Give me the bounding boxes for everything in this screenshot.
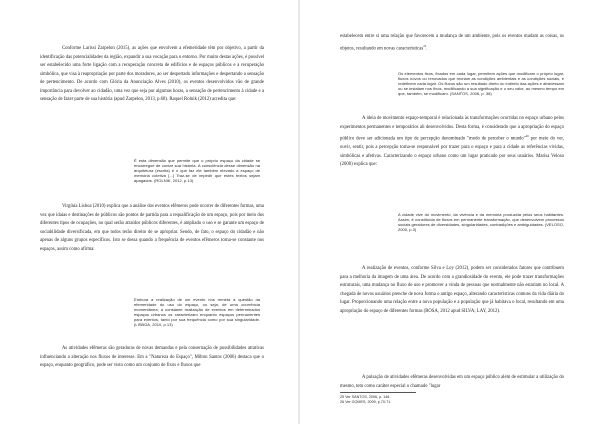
paragraph-text: por meio do ver, ouvir, sentir, pois a percepção torna-se responsável por trazer para o espaço e para a cidade as referências vividas, simbólicas e afetivas. Caracterizando o espaço urbano como um lugar praticado por seus usuários. Marisa Veloso (2000) explica que: [340,136,564,168]
body-paragraph: Conforme Larissi Zarpelon (2015), as ações que envolvem a efemeridade têm por objetivo, a partir da identificação das potencialidades da região, expandir a sua vocação para o entorno. Por muito destas ações, é possível ser estabelecido uma forte ligação com a recuperação concreta de edifícios e de espaços públicos e a recuperação simbólica, que visa à reapropriação por parte dos moradores, ao ser despertado informações e despertando a sensação de pertencimento. De acordo com Glória da Anunciação Alves (2010), os eventos desenvolvidos vão de grande importância para devolver ao cidadão, uma vez que seja por algumas horas, a sensação de pertencimento à cidade e a sensação de fazer parte de sua história (apud Zarpelon, 2013, p.68). Raquel Rolnik (2012) acredita que: [40,46,264,103]
body-paragraph: estabelecem entre si uma relação que favorecem a mudança de um ambiente, pois os eventos mudam as coisas, os objetos, resultando em novas características$^{25}$. [340,34,564,52]
footnote-rule [340,392,416,393]
right-page [300,0,600,424]
body-paragraph [340,115,564,170]
body-paragraph: A pulsação de atividades efêmeras desenvolvidas em um espaço público além de estimular a utilização do mesmo, tem como caráter especial o chamado "lugar [340,375,564,389]
body-paragraph: As atividades efêmeras são geradoras de novas demandas e pela consernação de possibilidades atrativas influenciando a alteração nos fluxos de interesse. Em a "Natureza do Espaço", Milton Santos (2006) destaca que o espaço, enquanto geográfico, pode ser visto como um conjunto de fixos e fluxos que [40,346,264,369]
block-quote: A cidade vive do movimento, da vivência e da memória produzida pelos seus habitantes. Assim, é constituída de fluxos em permanente transformação, que desenvolvem processos sociais geradores de diversidades, singularidades, contradições e ambiguidades. (VELOSO, 2000, p.3) [398,212,564,233]
block-quote: É esta dimensão que permite que o próprio espaço da cidade se encarregue de contar sua história. A consciência desse dimensão na arquitetura (escrita) é o que faz ele também elevado a espaço de memória coletiva [...] Traz-se de impedir que estes textos sejam apagados. (ROLNIK, 2012, p.13) [134,158,260,184]
body-paragraph: A realização de eventos, conforme Silva e Loy (2012), podem ser considerados fatores que contribuem para a melhoria da imagem de uma área. De acordo com a grandiosidade do evento, ele pode trazer transformações estruturais, uma mudança no fluxo de uso e promover a vinda de pessoas que normalmente não estariam no local. A chegada de novos usuários prenche de nova forma o antigo espaço, alterando características comuns da vida diária do lugar. Proporcionando uma relação entre a nova população e a população que já habitava o local, resultando em uma apropriação do espaço de diferentes formas (ROSA, 2012 apud SILVA; LAY, 2012). [340,266,564,314]
body-paragraph: Virgínia Lisboa (2010) explica que a análise dos eventos efêmeros pode ocorrer de diferentes formas, uma vez que idaias e destinações de públicos são pontos de partida para a requalificação de um espaço, pois por meio dos diferentes tipos de ocupações, no qual serão atraídos públicos diferentes, é ampliado o uso e se garante um espaço de sociabilidade diversificada, em que todos terão direito de se apropriar. Sendo, de fato, o espaço do cidadão e não apenas de alguns grupos específicos. Isto se dessa quando a frequência de eventos efêmeros torna-se constante nos espaços, assim como afirma: [40,204,264,252]
footnote-ref: 25 [423,43,427,48]
footnote: 26 Ver GOMES, 2009, p.70-71. [340,400,392,405]
block-quote: Embora a realização de um evento nos remeta à questão da efemeridade do uso do espaço, ou seja, de uma ocorrência momentânea, a constante realização de eventos em determinados espaços urbanos os caracterizam enquanto espaços permanentes para eventos, tanto por sua frequência como por sua singularidade. (LISBOA, 2010, p.13) [134,297,260,328]
footnote-ref: 26 [525,134,529,139]
left-page [0,0,298,424]
paragraph-text: A ideia de movimento espaço-temporal é relacionada às transformações ocorridas no espaço urbano pelos experimentos permanentes e temporários ali desenvolvidos. Desta forma, é considerado que a apropriação do espaço público deve ser adicionada um tipo de percepção denominado "modo de perceber o mundo" [340,116,564,142]
footnotes [340,395,564,405]
footnote: 25 Ver SANTOS, 2006, p. 146. [340,395,391,399]
block-quote: Os elementos fixos, fixados em cada lugar, permitem ações que modificam o próprio lugar, fluxos novos ou renovados que recriam as condições ambientais e as condições sociais, e redefinem cada lugar. Os fluxos são um resultado direto ou indireto das ações e atravessam ou se instalam nos fixos, modificando a sua significação e o seu valor, ao mesmo tempo em que, também, se modificam. (SANTOS, 2006, p. 38) [398,71,564,97]
paragraph-text: estabelecem entre si uma relação que favorecem a mudança de um ambiente, pois os eventos mudam as coisas, os objetos, resultando em novas características [340,34,564,52]
